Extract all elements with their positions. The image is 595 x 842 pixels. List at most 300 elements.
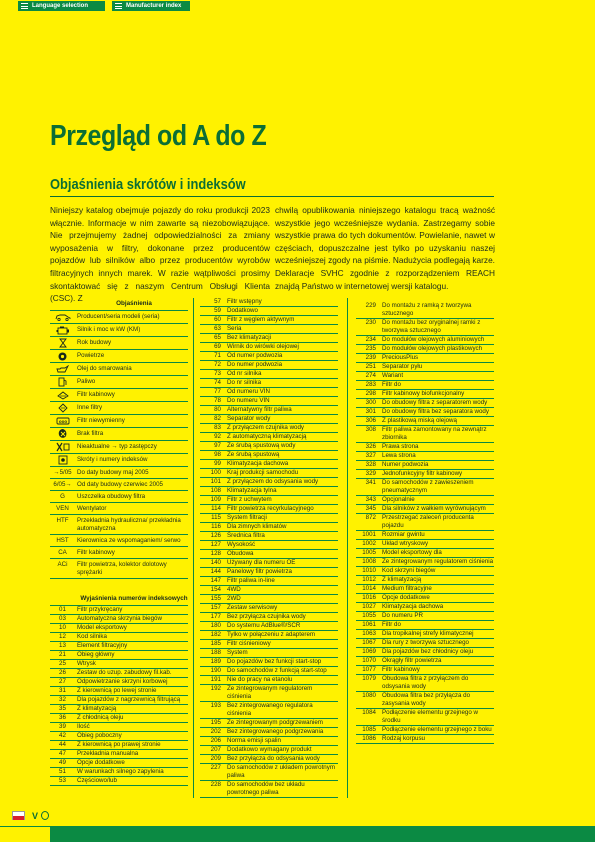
- index-code: 77: [214, 388, 221, 395]
- index-code: 35: [59, 705, 66, 712]
- legend-abbr-row: [50, 559, 188, 579]
- index-row: [356, 666, 494, 675]
- legend-icon-row: [50, 454, 188, 467]
- menu-icon: [115, 3, 122, 9]
- index-code: 234: [365, 336, 376, 343]
- index-description: Filtr przykręcany: [77, 606, 123, 613]
- index-code: 39: [59, 723, 66, 730]
- index-row: [356, 612, 494, 621]
- index-description: Filtr niewymienny: [77, 417, 125, 424]
- index-row: [50, 660, 188, 669]
- index-row: [200, 370, 338, 379]
- index-description: Numer podwozia: [382, 461, 429, 468]
- no-filter-icon: [50, 428, 75, 440]
- index-row: [200, 505, 338, 514]
- index-description: System filtracji: [227, 514, 267, 521]
- index-row: [356, 558, 494, 567]
- index-description: Skróty i numery indeksów: [77, 456, 148, 463]
- cabin-filter-icon: [50, 389, 75, 401]
- index-row: [200, 469, 338, 478]
- index-code: 228: [210, 781, 221, 788]
- index-description: Wirnik do wirówki olejowej: [227, 343, 299, 350]
- index-row: [200, 719, 338, 728]
- index-code: 47: [59, 750, 66, 757]
- index-code: 182: [210, 631, 221, 638]
- index-code: 1086: [362, 735, 376, 742]
- menu-icon: [21, 3, 28, 9]
- index-code: 327: [365, 452, 376, 459]
- index-description: Uszczelka obudowy filtra: [77, 492, 146, 500]
- legend-abbr-row: [50, 515, 188, 535]
- index-description: Do samochodów z układem powrotnym paliwa: [227, 764, 335, 779]
- index-row: [200, 532, 338, 541]
- index-code: 32: [59, 696, 66, 703]
- index-code: 195: [210, 719, 221, 726]
- index-code: 1010: [362, 567, 376, 574]
- index-row: [356, 709, 494, 726]
- index-code: 202: [210, 728, 221, 735]
- other-filter-icon: [50, 402, 75, 414]
- index-row: [200, 298, 338, 307]
- page-title: Przegląd od A do Z: [50, 120, 267, 152]
- index-row: [200, 406, 338, 415]
- legend-icon-row: [50, 415, 188, 428]
- index-description: Brak filtra: [77, 430, 104, 437]
- index-row: [356, 302, 494, 319]
- index-code: 109: [210, 496, 221, 503]
- legend-abbr-row: [50, 467, 188, 479]
- index-row: [50, 678, 188, 687]
- index-code: 1069: [362, 648, 376, 655]
- index-description: Wysokość: [227, 541, 256, 548]
- index-code: 51: [59, 768, 66, 775]
- index-row: [50, 633, 188, 642]
- index-code: 01: [59, 606, 66, 613]
- index-description: Odpowietrzanie skrzyni korbowej: [77, 678, 168, 685]
- index-row: [200, 343, 338, 352]
- settings-icon[interactable]: [41, 811, 49, 820]
- index-code: 177: [210, 613, 221, 620]
- index-row: [200, 781, 338, 798]
- legend-icon-row: [50, 363, 188, 376]
- index-description: Panelowy filtr powietrza: [227, 568, 292, 575]
- index-description: Bez zintegrowanego podgrzewania: [227, 728, 324, 735]
- car-icon: [50, 311, 75, 323]
- index-row: [356, 505, 494, 514]
- index-description: Do daty budowy maj 2005: [77, 468, 149, 476]
- index-row: [200, 559, 338, 568]
- index-description: PreciousPlus: [382, 354, 419, 361]
- index-row: [356, 692, 494, 709]
- index-code: 26: [59, 669, 66, 676]
- legend-icon-row: [50, 324, 188, 337]
- index-code: 57: [214, 298, 221, 305]
- index-row: [200, 746, 338, 755]
- index-code: 73: [214, 370, 221, 377]
- index-row: [200, 550, 338, 559]
- section-subtitle: Objaśnienia skrótów i indeksów: [50, 176, 246, 193]
- index-code: 69: [214, 343, 221, 350]
- index-code: 1061: [362, 621, 376, 628]
- index-row: [200, 764, 338, 781]
- index-code: 42: [59, 732, 66, 739]
- index-code: 98: [214, 451, 221, 458]
- index-code: 192: [210, 685, 221, 692]
- index-description: Do samochodów z funkcją start-stop: [227, 667, 327, 674]
- column-divider: [347, 298, 348, 798]
- index-code: 44: [59, 741, 66, 748]
- index-row: [356, 540, 494, 549]
- index-row: [356, 479, 494, 496]
- index-description: Do montażu bez oryginalnej ramki z tworzywa sztucznego: [382, 319, 481, 334]
- nonstandard-filter-icon: [50, 415, 75, 427]
- index-code: 147: [210, 577, 221, 584]
- index-icon: [50, 454, 75, 466]
- index-code: 1063: [362, 630, 376, 637]
- legend-abbr-row: [50, 491, 188, 503]
- index-code: 209: [210, 755, 221, 762]
- index-row: [50, 732, 188, 741]
- index-code: 53: [59, 777, 66, 784]
- index-description: Podłączenie elementu grzejnego z boku: [382, 726, 492, 733]
- index-description: Opcje dodatkowe: [382, 594, 430, 601]
- index-description: Z plastikową miską olejową: [382, 417, 457, 424]
- index-description: Wentylator: [77, 504, 107, 512]
- index-description: Rok budowy: [77, 339, 112, 346]
- index-description: Kod silnika: [77, 633, 107, 640]
- index-row: [356, 426, 494, 443]
- legend-icon-row: [50, 428, 188, 441]
- index-code: 60: [214, 316, 221, 323]
- fuel-pump-icon: [50, 376, 75, 388]
- subtitle-divider: [50, 196, 494, 197]
- column-divider: [193, 298, 194, 798]
- index-description: Filtr kabinowy: [77, 548, 115, 556]
- index-description: Nie do pracy na etanolu: [227, 676, 293, 683]
- index-description: Model eksportowy: [77, 624, 127, 631]
- index-description: Bez przyłącza czujnika wody: [227, 613, 306, 620]
- index-description: Separator pyłu: [382, 363, 423, 370]
- index-row: [50, 642, 188, 651]
- index-code: 1005: [362, 549, 376, 556]
- index-row: [356, 531, 494, 540]
- index-row: [200, 307, 338, 316]
- intro-text-left: Niniejszy katalog obejmuje pojazdy do roku produkcji 2023 włącznie. Informacje w nim zawarte są niezobowiązujące. Nie przejmujemy żadnej odpowiedzialności za zmiany wyposażenia w filtry, dokonane przez producentów pojazdów lub silników albo przez producentów wyrobów filtracyjnych innych marek. W razie wątpliwości prosimy skontaktować się z naszym Centrum Obsługi Klienta (CSC). Z: [50, 205, 270, 304]
- index-code: 82: [214, 415, 221, 422]
- index-code: 49: [59, 759, 66, 766]
- index-description: Dla rury z tworzywa sztucznego: [382, 639, 469, 646]
- index-description: Ilość: [77, 723, 90, 730]
- index-code: 31: [59, 687, 66, 694]
- index-description: 4WD: [227, 586, 241, 593]
- index-row: [200, 415, 338, 424]
- index-description: Ze zintegrowanym regulatorem ciśnienia: [227, 685, 313, 700]
- index-row: [200, 451, 338, 460]
- index-description: Do numeru VIN: [227, 397, 270, 404]
- manufacturer-index-label: Manufacturer index: [126, 3, 182, 9]
- index-description: Do modułów olejowych aluminiowych: [382, 336, 485, 343]
- index-description: Filtr z uchwytem: [227, 496, 272, 503]
- index-code: 127: [210, 541, 221, 548]
- index-description: Inne filtry: [77, 404, 103, 411]
- index-description: Wariant: [382, 372, 404, 379]
- index-code: 306: [365, 417, 376, 424]
- index-row: [356, 470, 494, 479]
- index-description: Średnica filtra: [227, 532, 265, 539]
- index-description: Dodatkowo wymagany produkt: [227, 746, 312, 753]
- index-row: [200, 667, 338, 676]
- oil-can-icon: [50, 363, 75, 375]
- index-row: [200, 586, 338, 595]
- index-description: Wtrysk: [77, 660, 96, 667]
- legend-icon-row: [50, 337, 188, 350]
- legend-header: Objaśnienia: [50, 298, 188, 311]
- index-code: 229: [365, 302, 376, 309]
- index-row: [356, 576, 494, 585]
- index-row: [200, 728, 338, 737]
- index-row: [200, 702, 338, 719]
- polish-flag-icon[interactable]: [12, 811, 25, 820]
- index-description: Dodatkowo: [227, 307, 258, 314]
- index-code: 99: [214, 460, 221, 467]
- index-description: Do samochodów z zawieszeniem pneumatycznym: [382, 479, 474, 494]
- language-selection-label: Language selection: [32, 3, 89, 9]
- index-code: 116: [211, 523, 221, 530]
- manufacturer-index-button[interactable]: [112, 1, 190, 11]
- index-description: Bez klimatyzacji: [227, 334, 272, 341]
- index-code: 283: [365, 381, 376, 388]
- index-description: Układ wtryskowy: [382, 540, 429, 547]
- index-description: Kraj produkcji samochodu: [227, 469, 299, 476]
- index-code: 83: [214, 424, 221, 431]
- index-row: [356, 567, 494, 576]
- index-row: [200, 379, 338, 388]
- index-row: [50, 651, 188, 660]
- index-description: Obieg poboczny: [77, 732, 122, 739]
- index-description: Nieaktualne → typ zastępczy: [77, 443, 157, 450]
- index-row: [50, 759, 188, 768]
- index-description: Do nr silnika: [227, 379, 262, 386]
- index-row: [50, 687, 188, 696]
- index-description: Rodzaj korpusu: [382, 735, 425, 742]
- index-description: Medium filtracyjne: [382, 585, 432, 592]
- index-row: [356, 648, 494, 657]
- index-row: [200, 658, 338, 667]
- index-code: 190: [210, 667, 221, 674]
- index-code: VEN: [56, 504, 69, 512]
- index-code: 65: [214, 334, 221, 341]
- index-code: 78: [214, 397, 221, 404]
- index-row: [200, 397, 338, 406]
- index-description: Separator wody: [227, 415, 271, 422]
- index-row: [50, 714, 188, 723]
- index-code: 126: [210, 532, 221, 539]
- index-code: 100: [210, 469, 221, 476]
- index-description: Model eksportowy dla: [382, 549, 442, 556]
- index-row: [356, 639, 494, 648]
- index-code: 1077: [362, 666, 376, 673]
- index-code: 1055: [362, 612, 376, 619]
- index-code: 92: [214, 433, 221, 440]
- index-description: Z klimatyzacją: [77, 705, 117, 712]
- index-code: 206: [210, 737, 221, 744]
- index-description: Przekładnia manualna: [77, 750, 139, 757]
- index-description: Tylko w połączeniu z adapterem: [227, 631, 316, 638]
- index-description: Dla pojazdów z nagrzewnicą filtrującą: [77, 696, 181, 703]
- index-description: Filtr paliwa zamontowany na zewnątrz zbiornika: [382, 426, 487, 441]
- index-code: 63: [214, 325, 221, 332]
- index-row: [50, 624, 188, 633]
- index-code: HTF: [56, 516, 69, 524]
- legend-icon-row: [50, 441, 188, 454]
- index-code: 343: [365, 496, 376, 503]
- index-code: ACi: [57, 560, 68, 568]
- index-code: 1070: [362, 657, 376, 664]
- index-row: [356, 408, 494, 417]
- index-description: Alternatywny filtr paliwa: [227, 406, 292, 413]
- index-row: [356, 585, 494, 594]
- index-description: Norma emisji spalin: [227, 737, 281, 744]
- index-description: Z automatyczną klimatyzacją: [227, 433, 307, 440]
- index-row: [200, 316, 338, 325]
- index-code: 193: [210, 702, 221, 709]
- index-description: Opcjonalnie: [382, 496, 415, 503]
- index-row: [200, 478, 338, 487]
- index-row: [200, 577, 338, 586]
- index-row: [200, 649, 338, 658]
- index-code: 230: [365, 319, 376, 326]
- index-description: Z chłodnicą oleju: [77, 714, 124, 721]
- index-description: Prawa strona: [382, 443, 419, 450]
- index-code: 1085: [362, 726, 376, 733]
- index-row: [356, 381, 494, 390]
- index-description: Ze śrubą spustową: [227, 451, 280, 458]
- index-description: Klimatyzacja dachowa: [227, 460, 289, 467]
- engine-icon: [50, 324, 75, 336]
- index-description: Ze śrubą spustową wody: [227, 442, 296, 449]
- legend-icon-row: [50, 311, 188, 324]
- index-code: 1079: [362, 675, 376, 682]
- index-description: Bez przyłącza do odsysania wody: [227, 755, 320, 762]
- index-description: Silnik i moc w kW (KM): [77, 326, 141, 333]
- index-row: [356, 726, 494, 735]
- index-code: 328: [365, 461, 376, 468]
- index-row: [200, 460, 338, 469]
- index-description: Do systemu AdBlue®/SCR: [227, 622, 301, 629]
- svg-text:ooo: ooo: [58, 419, 67, 424]
- index-description: Od numeru VIN: [227, 388, 270, 395]
- index-code: 185: [210, 640, 221, 647]
- index-row: [50, 705, 188, 714]
- index-row: [200, 676, 338, 685]
- index-description: Do samochodów bez układu powrotnego paliwa: [227, 781, 305, 796]
- index-row: [200, 685, 338, 702]
- index-code: G: [60, 492, 65, 500]
- index-row: [200, 325, 338, 334]
- index-code: 140: [210, 559, 221, 566]
- index-code: 1084: [362, 709, 376, 716]
- index-description: Powietrze: [77, 352, 105, 359]
- index-description: Klimatyzacja tylna: [227, 487, 277, 494]
- index-row: [200, 737, 338, 746]
- index-row: [200, 361, 338, 370]
- index-description: Od daty budowy czerwiec 2005: [77, 480, 163, 488]
- index-description: Obudowa: [227, 550, 254, 557]
- index-description: Do numeru PR: [382, 612, 423, 619]
- index-description: Dla zimnych klimatów: [227, 523, 287, 530]
- index-row: [356, 630, 494, 639]
- index-description: Zestaw do uzup. zabudowy fil.kab.: [77, 669, 172, 676]
- index-code: 308: [365, 426, 376, 433]
- index-description: Obudowa filtra z przyłączem do odsysania wody: [382, 675, 469, 690]
- index-description: Do pojazdów bez funkcji start-stop: [227, 658, 322, 665]
- index-code: 274: [365, 372, 376, 379]
- top-navigation-bar: [0, 0, 595, 12]
- index-code: 59: [214, 307, 221, 314]
- index-description: Ze zintegrowanym regulatorem ciśnienia: [382, 558, 494, 565]
- index-row: [200, 388, 338, 397]
- index-row: [200, 568, 338, 577]
- index-description: Filtr wstępny: [227, 298, 262, 305]
- index-row: [356, 675, 494, 692]
- index-description: Do obudowy filtra bez separatora wody: [382, 408, 489, 415]
- index-description: Obudowa filtra bez przyłącza do zasysania wody: [382, 692, 471, 707]
- index-code: 251: [365, 363, 376, 370]
- hourglass-icon: [50, 337, 75, 349]
- index-code: 180: [210, 622, 221, 629]
- index-description: Olej do smarowania: [77, 365, 132, 372]
- index-code: 101: [210, 478, 221, 485]
- index-row: [356, 594, 494, 603]
- index-code: 108: [210, 487, 221, 494]
- index-code: 298: [365, 390, 376, 397]
- index-row: [50, 696, 188, 705]
- index-description: Klimatyzacja dachowa: [382, 603, 444, 610]
- index-description: Z przyłączem do odsysania wody: [227, 478, 319, 485]
- legend-icon-row: [50, 389, 188, 402]
- index-code: 12: [59, 633, 66, 640]
- index-column-3: [356, 302, 494, 744]
- legend-column: [50, 298, 188, 786]
- legend-icon-row: [50, 376, 188, 389]
- language-selection-button[interactable]: [18, 1, 105, 11]
- index-description: Od nr silnika: [227, 370, 262, 377]
- index-description: Z klimatyzacją: [382, 576, 422, 583]
- index-description: Element filtracyjny: [77, 642, 128, 649]
- index-description: Do montażu z ramką z tworzywa sztucznego: [382, 302, 472, 317]
- index-row: [356, 390, 494, 399]
- index-code: 1067: [362, 639, 376, 646]
- legend-abbr-row: [50, 547, 188, 559]
- index-row: [200, 433, 338, 442]
- index-row: [356, 372, 494, 381]
- index-description: Filtr kabinowy: [382, 666, 420, 673]
- index-row: [200, 631, 338, 640]
- legend-abbr-row: [50, 479, 188, 491]
- index-code: 329: [365, 470, 376, 477]
- index-row: [50, 615, 188, 624]
- page-number: V: [32, 811, 39, 821]
- air-icon: [50, 350, 75, 362]
- index-description: Przekładnia hydrauliczna/ przekładnia automatyczna: [77, 516, 181, 532]
- index-description: Przestrzegać zaleceń producenta pojazdu: [382, 514, 474, 529]
- index-description: 2WD: [227, 595, 241, 602]
- index-description: Paliwo: [77, 378, 96, 385]
- index-description: Z kierownicą po prawej stronie: [77, 741, 161, 748]
- index-column-2: [200, 298, 338, 798]
- index-description: Filtr kabinowy: [77, 391, 115, 398]
- index-code: 1008: [362, 558, 376, 565]
